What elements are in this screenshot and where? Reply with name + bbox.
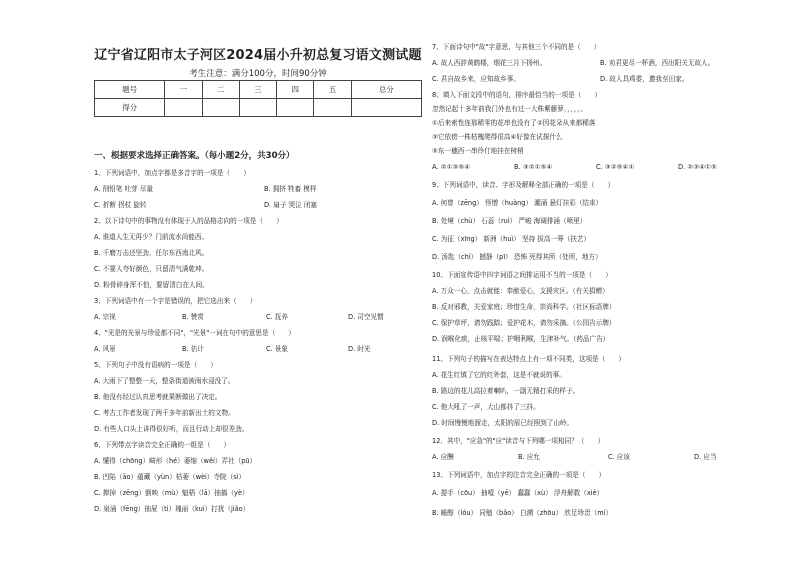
option-line: D. 粉骨碎身浑不怕，要留清白在人间。 <box>94 281 209 289</box>
option-line: B. 赞赏 <box>182 313 204 321</box>
option-line: A. ②①③⑤④ <box>432 163 471 171</box>
option-line: A. 花生红镇了它的红外套，这是不就说的事。 <box>432 371 566 379</box>
passage-line: ①后来索性连那稀零的花串也没有了②因花朵从来都稀落 <box>432 119 596 127</box>
option-line: B. 劝君更尽一杯酒，西出阳关无故人。 <box>600 59 715 67</box>
question-line: 8、填入下面文段中的语句，排序最恰当的一项是（ ） <box>432 91 602 99</box>
score-table-header-row <box>95 81 422 99</box>
question-line: 12、其中，"应急"的"应"读音与下列哪一项相同？（ ） <box>432 437 605 445</box>
score-input-cell[interactable] <box>239 99 276 117</box>
question-line: 9、下列词语中，读音、字形及解释全部正确的一项是（ ） <box>432 181 615 189</box>
option-line: B. 应允 <box>518 453 540 461</box>
option-line: C. 他大吼了一声，大山都抖了三抖。 <box>432 403 540 411</box>
option-line: A. 大雨下了整整一天，整条街道被雨水浸没了。 <box>94 377 235 385</box>
score-table-score-row <box>95 99 422 117</box>
option-line: A. 削铅笔 吐芽 尽量 <box>94 185 153 193</box>
option-line: D. 汤匙（chí） 撼静（pī） 恐怖 死得其所（处所，地方） <box>432 253 602 261</box>
score-table <box>94 80 422 117</box>
option-line: B. 凹陷（āo）蕴藏（yùn）枯萎（wèi）寺院（sì） <box>94 473 246 481</box>
option-line: B. 他没有经过认真思考就果断做出了决定。 <box>94 393 222 401</box>
option-line: B. 反对邪教，关爱家庭；珍惜生命，崇尚科学。（社区标语牌） <box>432 303 616 311</box>
option-line: B. 路边的花儿高拉着喇叭，一副无精打采的样子。 <box>432 387 580 395</box>
option-line: A. 应酬 <box>432 453 454 461</box>
option-line: D. 有些人口头上讲得很好听，而且行动上却很差劲。 <box>94 425 249 433</box>
option-line: B. 估计 <box>182 345 204 353</box>
score-input-cell[interactable] <box>351 99 421 117</box>
option-line: C. 考古工作者发现了两千多年前新出土的文物。 <box>94 409 235 417</box>
option-line: D. ②③④①⑤ <box>678 163 717 171</box>
score-cell: 二 <box>202 81 239 99</box>
section-heading: 一、根据要求选择正确答案。（每小题2分，共30分） <box>94 151 295 161</box>
passage-line: ⑤东一穗西一串伶仃地挂在树梢 <box>432 147 524 155</box>
exam-notice: 考生注意：满分100分，时间90分钟 <box>189 69 327 79</box>
question-line: 2、以下诗句中的事物没有体现于人的品格志向的一项是（ ） <box>94 217 283 225</box>
option-line: D. 时光 <box>348 345 371 353</box>
score-input-cell[interactable] <box>165 99 202 117</box>
option-line: B. 处境（chù） 石蕊（ruì） 严峻 海阔排涌（喷里） <box>432 217 587 225</box>
score-cell: 总分 <box>351 81 421 99</box>
option-line: C. 君自故乡来，应知故乡事。 <box>432 75 520 83</box>
score-input-cell[interactable] <box>314 99 351 117</box>
question-line: 6、下列带点字读音完全正确的一组是（ ） <box>94 441 231 449</box>
question-line: 5、下列句子中没有语病的一项是（ ） <box>94 361 217 369</box>
option-line: C. ③②⑤④① <box>596 163 635 171</box>
option-line: C. 掸掉（zēng）倒映（mù）魁梧（lā）抽搐（yè） <box>94 489 249 497</box>
page-title: 辽宁省辽阳市太子河区2024届小升初总复习语文测试题 <box>94 48 422 63</box>
question-line: 3、下列词语中有一个字是错误的，把它选出来（ ） <box>94 297 257 305</box>
option-line: A. 万众一心，点击就能：奉献爱心，支援灾区。（有关捐赠） <box>432 287 609 295</box>
option-line: D. 司空见惯 <box>348 313 384 321</box>
question-line: 1、下列词语中，加点字都是多音字的一项是（ ） <box>94 169 250 177</box>
option-line: C. 为征（xīng） 新洲（huì） 坚持 拔高一筹（扶艺） <box>432 235 591 243</box>
option-line: D. 泉涌（fēng）抽屉（tì）瑰丽（kuí）打扰（jiǎo） <box>94 505 250 513</box>
question-line: 7、下面诗句中"故"字意思，与其他三个不同的是（ ） <box>432 43 601 51</box>
option-line: B. 拥挤 牲畜 模样 <box>264 185 317 193</box>
passage-line: ③它依傍一株枯槐爬得很高④好像在试探什么 <box>432 133 563 141</box>
score-cell: 四 <box>277 81 314 99</box>
option-line: C. 景象 <box>266 345 288 353</box>
option-line: D. 应当 <box>694 453 717 461</box>
option-line: A. 故人西辞黄鹤楼，烟花三月下扬州。 <box>432 59 547 67</box>
question-line: 13、下列词语中，加点字的注音完全正确的一项是（ ） <box>432 471 606 479</box>
question-line: 4、"光是的光景与珍爱都不同"，"光景"一词在句中的意思是（ ） <box>94 329 295 337</box>
option-line: D. 故人具鸡黍，邀我至田家。 <box>600 75 689 83</box>
option-line: D. 时间慢慢地溜走，太阳的眉已经照到了山岭。 <box>432 419 574 427</box>
option-line: C. 折断 拐杖 旋转 <box>94 201 147 209</box>
option-line: A. 宗视 <box>94 313 116 321</box>
option-line: A. 谁道人生无再少？门前流水尚能西。 <box>94 233 209 241</box>
question-line: 11、下列句子的描写在表达特点上有一项不同类，这项是（ ） <box>432 355 626 363</box>
option-line: D. 扇子 哭泣 闭塞 <box>264 201 318 209</box>
option-line: B. ③②①⑤④ <box>514 163 553 171</box>
option-line: B. 千磨万击还坚劲，任尔东西南北风。 <box>94 249 209 257</box>
score-cell: 一 <box>165 81 202 99</box>
option-line: A. 风景 <box>94 345 116 353</box>
score-cell: 题号 <box>95 81 165 99</box>
option-line: A. 提手（cōu） 抽噎（yē） 蠢蠢（xù） 浮舟解救（xiè） <box>432 489 604 497</box>
passage-line: 忽然记起十多年前我门外也有过一大株紫藤萝，，，，，。 <box>432 105 587 113</box>
option-line: A. 懂得（chōng）畸形（hé）萎缩（wěi）弄社（pū） <box>94 457 257 465</box>
option-line: B. 睡醇（lóu） 同勉（bǎo） 白溯（zhōu） 欣足珍贵（mí） <box>432 509 613 517</box>
option-line: C. 应该 <box>608 453 630 461</box>
option-line: C. 不要人夸好颜色，只留清气满乾坤。 <box>94 265 209 273</box>
option-line: C. 抚养 <box>266 313 288 321</box>
question-line: 10、下面宣传语中四字词语之间排运用不当的一项是（ ） <box>432 271 612 279</box>
score-cell: 五 <box>314 81 351 99</box>
option-line: A. 何曾（zēng） 怪憎（huàng） 潮涌 悬灯挂彩（结束） <box>432 199 603 207</box>
score-cell: 得分 <box>95 99 165 117</box>
option-line: C. 保护草坪，请勿践踏；爱护花木，请勿采摘。（公园告示牌） <box>432 319 616 327</box>
score-cell: 三 <box>239 81 276 99</box>
score-input-cell[interactable] <box>202 99 239 117</box>
option-line: D. 润喉化痰，止咳平喘；护咽利喉，生津补气。（药品广告） <box>432 335 610 343</box>
score-input-cell[interactable] <box>277 99 314 117</box>
